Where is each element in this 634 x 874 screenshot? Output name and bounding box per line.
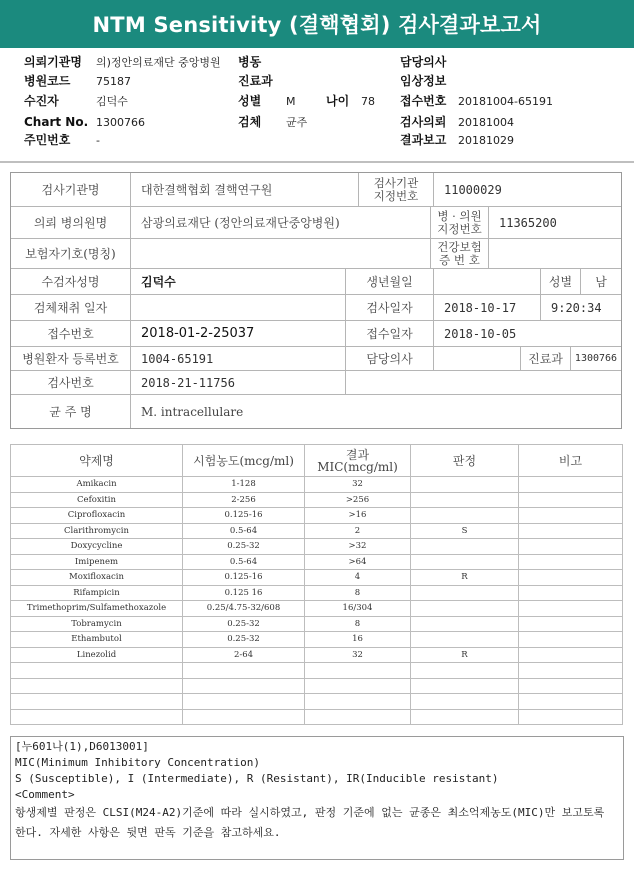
judgment-cell (411, 601, 519, 617)
mic-cell: 32 (305, 647, 411, 663)
conc-cell (183, 709, 305, 725)
drug-name-cell (11, 678, 183, 694)
table-row (11, 616, 623, 632)
table-row (11, 554, 623, 570)
remark-cell (519, 508, 623, 524)
mic-cell: >16 (305, 508, 411, 524)
department-value: 1300766 (571, 347, 621, 371)
table-row (11, 585, 623, 601)
table-row (11, 492, 623, 508)
remark-cell (519, 601, 623, 617)
resident-no-value: - (96, 134, 100, 147)
mic-cell: 2 (305, 523, 411, 539)
receipt-no-label: 접수번호 (11, 321, 131, 347)
birth-value (434, 269, 541, 295)
patient-name-value: 김덕수 (131, 269, 346, 295)
conc-cell (183, 678, 305, 694)
judgment-cell: R (411, 570, 519, 586)
ward-label: 병동 (238, 55, 262, 69)
table-row (11, 523, 623, 539)
report-header (0, 48, 634, 162)
remark-cell (519, 632, 623, 648)
test-inst-code-value: 11000029 (434, 173, 621, 207)
mic-cell (305, 678, 411, 694)
report-date-label: 결과보고 (400, 133, 447, 147)
age-value: 78 (361, 95, 375, 108)
table-row (11, 678, 623, 694)
reg-no-value: 1004-65191 (131, 347, 346, 371)
table-row (11, 632, 623, 648)
drug-name-cell (11, 694, 183, 710)
judgment-cell: S (411, 523, 519, 539)
clinical-info-label: 임상정보 (400, 74, 447, 88)
judgment-cell (411, 477, 519, 493)
test-inst-code-label: 검사기관 지정번호 (359, 173, 434, 207)
notes-comment-heading: <Comment> (15, 788, 75, 801)
judgment-cell (411, 539, 519, 555)
receipt-no-value: 2018-01-2-25037 (131, 321, 346, 347)
conc-cell: 0.25/4.75-32/608 (183, 601, 305, 617)
remark-cell (519, 694, 623, 710)
institution-value: 의)정안의료재단 중앙병원 (96, 56, 221, 69)
test-time-value: 9:20:34 (541, 295, 621, 321)
request-date-label: 검사의뢰 (400, 115, 447, 129)
remark-cell (519, 523, 623, 539)
mic-cell: 8 (305, 585, 411, 601)
table-row (11, 477, 623, 493)
table-row (11, 539, 623, 555)
receipt-date-value: 2018-10-05 (434, 321, 621, 347)
specimen-label: 검체 (238, 115, 262, 129)
remark-cell (519, 539, 623, 555)
remark-cell (519, 570, 623, 586)
conc-cell: 2-64 (183, 647, 305, 663)
chart-no-label: Chart No. (24, 115, 89, 129)
hospital-code-label: 병원코드 (24, 74, 71, 88)
strain-label: 균 주 명 (11, 395, 131, 428)
collect-date-label: 검체채취 일자 (11, 295, 131, 321)
health-cert-label: 건강보험 증 번 호 (431, 239, 489, 269)
drug-name-cell (11, 663, 183, 679)
notes-box (10, 736, 624, 860)
judgment-cell (411, 709, 519, 725)
judgment-cell (411, 663, 519, 679)
health-cert-value (489, 239, 621, 269)
drug-name-cell: Rifampicin (11, 585, 183, 601)
test-inst-value: 대한결핵협회 결핵연구원 (131, 173, 359, 207)
resident-no-label: 주민번호 (24, 133, 71, 147)
drug-name-cell: Ciprofloxacin (11, 508, 183, 524)
drug-name-cell: Imipenem (11, 554, 183, 570)
conc-cell: 0.125-16 (183, 570, 305, 586)
drug-name-cell: Ethambutol (11, 632, 183, 648)
judgment-cell (411, 554, 519, 570)
mic-cell: >256 (305, 492, 411, 508)
strain-value: M. intracellulare (141, 404, 244, 419)
conc-cell: 1-128 (183, 477, 305, 493)
table-header-row (11, 445, 623, 477)
drug-name-cell: Doxycycline (11, 539, 183, 555)
remark-cell (519, 616, 623, 632)
mic-cell: 4 (305, 570, 411, 586)
chart-no-value: 1300766 (96, 116, 145, 129)
table-row (11, 601, 623, 617)
judgment-cell (411, 508, 519, 524)
table-row (11, 694, 623, 710)
table-row (11, 508, 623, 524)
remark-cell (519, 678, 623, 694)
reg-no-label: 병원환자 등록번호 (11, 347, 131, 371)
drug-name-cell: Linezolid (11, 647, 183, 663)
mic-cell (305, 709, 411, 725)
conc-cell: 0.25-32 (183, 632, 305, 648)
remark-cell (519, 477, 623, 493)
judgment-cell: R (411, 647, 519, 663)
conc-cell: 0.5-64 (183, 554, 305, 570)
mic-cell: >64 (305, 554, 411, 570)
test-no-value: 2018-21-11756 (131, 371, 346, 395)
judgment-cell (411, 678, 519, 694)
institution-label: 의뢰기관명 (24, 55, 82, 69)
mic-cell: 8 (305, 616, 411, 632)
test-info-form (10, 172, 622, 429)
test-date-label: 검사일자 (346, 295, 434, 321)
remark-cell (519, 663, 623, 679)
receipt-date-label: 접수일자 (346, 321, 434, 347)
dept-label: 진료과 (238, 74, 273, 88)
age-label: 나이 (326, 94, 350, 108)
test-date-value: 2018-10-17 (434, 295, 541, 321)
department-label: 진료과 (521, 347, 571, 371)
table-row (11, 663, 623, 679)
col-mic-header: 결과 MIC(mcg/ml) (305, 445, 411, 477)
conc-cell: 0.125-16 (183, 508, 305, 524)
drug-name-cell (11, 709, 183, 725)
header-divider (0, 161, 634, 163)
birth-label: 생년월일 (346, 269, 434, 295)
mic-cell: >32 (305, 539, 411, 555)
req-hosp-code-value: 11365200 (489, 207, 621, 239)
mic-cell (305, 694, 411, 710)
conc-cell (183, 663, 305, 679)
hospital-code-value: 75187 (96, 75, 131, 88)
drug-name-cell: Amikacin (11, 477, 183, 493)
mic-cell: 16 (305, 632, 411, 648)
conc-cell: 0.25-32 (183, 539, 305, 555)
sex-value: M (286, 95, 296, 108)
insurer-label: 보험자기호(명칭) (11, 239, 131, 269)
mic-cell: 16/304 (305, 601, 411, 617)
notes-mic-definition: MIC(Minimum Inhibitory Concentration) (15, 756, 261, 769)
request-date-value: 20181004 (458, 116, 514, 129)
remark-cell (519, 647, 623, 663)
specimen-value: 균주 (286, 116, 308, 129)
remark-cell (519, 554, 623, 570)
judgment-cell (411, 694, 519, 710)
drug-name-cell: Clarithromycin (11, 523, 183, 539)
test-inst-label: 검사기관명 (11, 173, 131, 207)
report-date-value: 20181029 (458, 134, 514, 147)
req-hosp-code-label: 병 · 의원 지정번호 (431, 207, 489, 239)
notes-comment-text: 항생제별 판정은 CLSI(M24-A2)기준에 따라 실시하였고, 판정 기준에 없는 균종은 최소억제농도(MIC)만 보고토록 한다. 자세한 사항은 뒷면 판독 기준을 참고하세요. (15, 806, 605, 839)
test-no-filler (346, 371, 621, 395)
attending-doctor-label: 담당의사 (346, 347, 434, 371)
patient-label: 수진자 (24, 94, 59, 108)
table-row (11, 570, 623, 586)
report-title: NTM Sensitivity (결핵협회) 검사결과보고서 (0, 0, 634, 48)
accession-label: 접수번호 (400, 94, 447, 108)
drug-name-cell: Tobramycin (11, 616, 183, 632)
drug-name-cell: Cefoxitin (11, 492, 183, 508)
col-conc-header: 시험농도(mcg/ml) (183, 445, 305, 477)
notes-legend: S (Susceptible), I (Intermediate), R (Resistant), IR(Inducible resistant) (15, 772, 499, 785)
attending-doctor-value (434, 347, 521, 371)
sex-label: 성별 (541, 269, 581, 295)
judgment-cell (411, 492, 519, 508)
insurer-value (131, 239, 431, 269)
req-hosp-value: 삼광의료재단 (정안의료재단중앙병원) (131, 207, 431, 239)
judgment-cell (411, 616, 519, 632)
table-row (11, 709, 623, 725)
mic-cell (305, 663, 411, 679)
test-no-label: 검사번호 (11, 371, 131, 395)
collect-date-value (131, 295, 346, 321)
judgment-cell (411, 632, 519, 648)
col-remark-header: 비고 (519, 445, 623, 477)
notes-code: [누601나(1),D6013001] (15, 740, 149, 753)
req-hosp-label: 의뢰 병의원명 (11, 207, 131, 239)
accession-value: 20181004-65191 (458, 95, 553, 108)
mic-cell: 32 (305, 477, 411, 493)
conc-cell: 0.25-32 (183, 616, 305, 632)
judgment-cell (411, 585, 519, 601)
sex-label: 성별 (238, 94, 262, 108)
conc-cell (183, 694, 305, 710)
drug-name-cell: Moxifloxacin (11, 570, 183, 586)
patient-name-label: 수검자성명 (11, 269, 131, 295)
drug-name-cell: Trimethoprim/Sulfamethoxazole (11, 601, 183, 617)
conc-cell: 2-256 (183, 492, 305, 508)
susceptibility-table (10, 444, 623, 725)
table-row (11, 647, 623, 663)
col-drug-header: 약제명 (11, 445, 183, 477)
remark-cell (519, 709, 623, 725)
conc-cell: 0.5-64 (183, 523, 305, 539)
remark-cell (519, 492, 623, 508)
sex-value: 남 (581, 269, 621, 295)
patient-value: 김덕수 (96, 95, 128, 108)
conc-cell: 0.125 16 (183, 585, 305, 601)
remark-cell (519, 585, 623, 601)
col-judgment-header: 판정 (411, 445, 519, 477)
doctor-label: 담당의사 (400, 55, 447, 69)
